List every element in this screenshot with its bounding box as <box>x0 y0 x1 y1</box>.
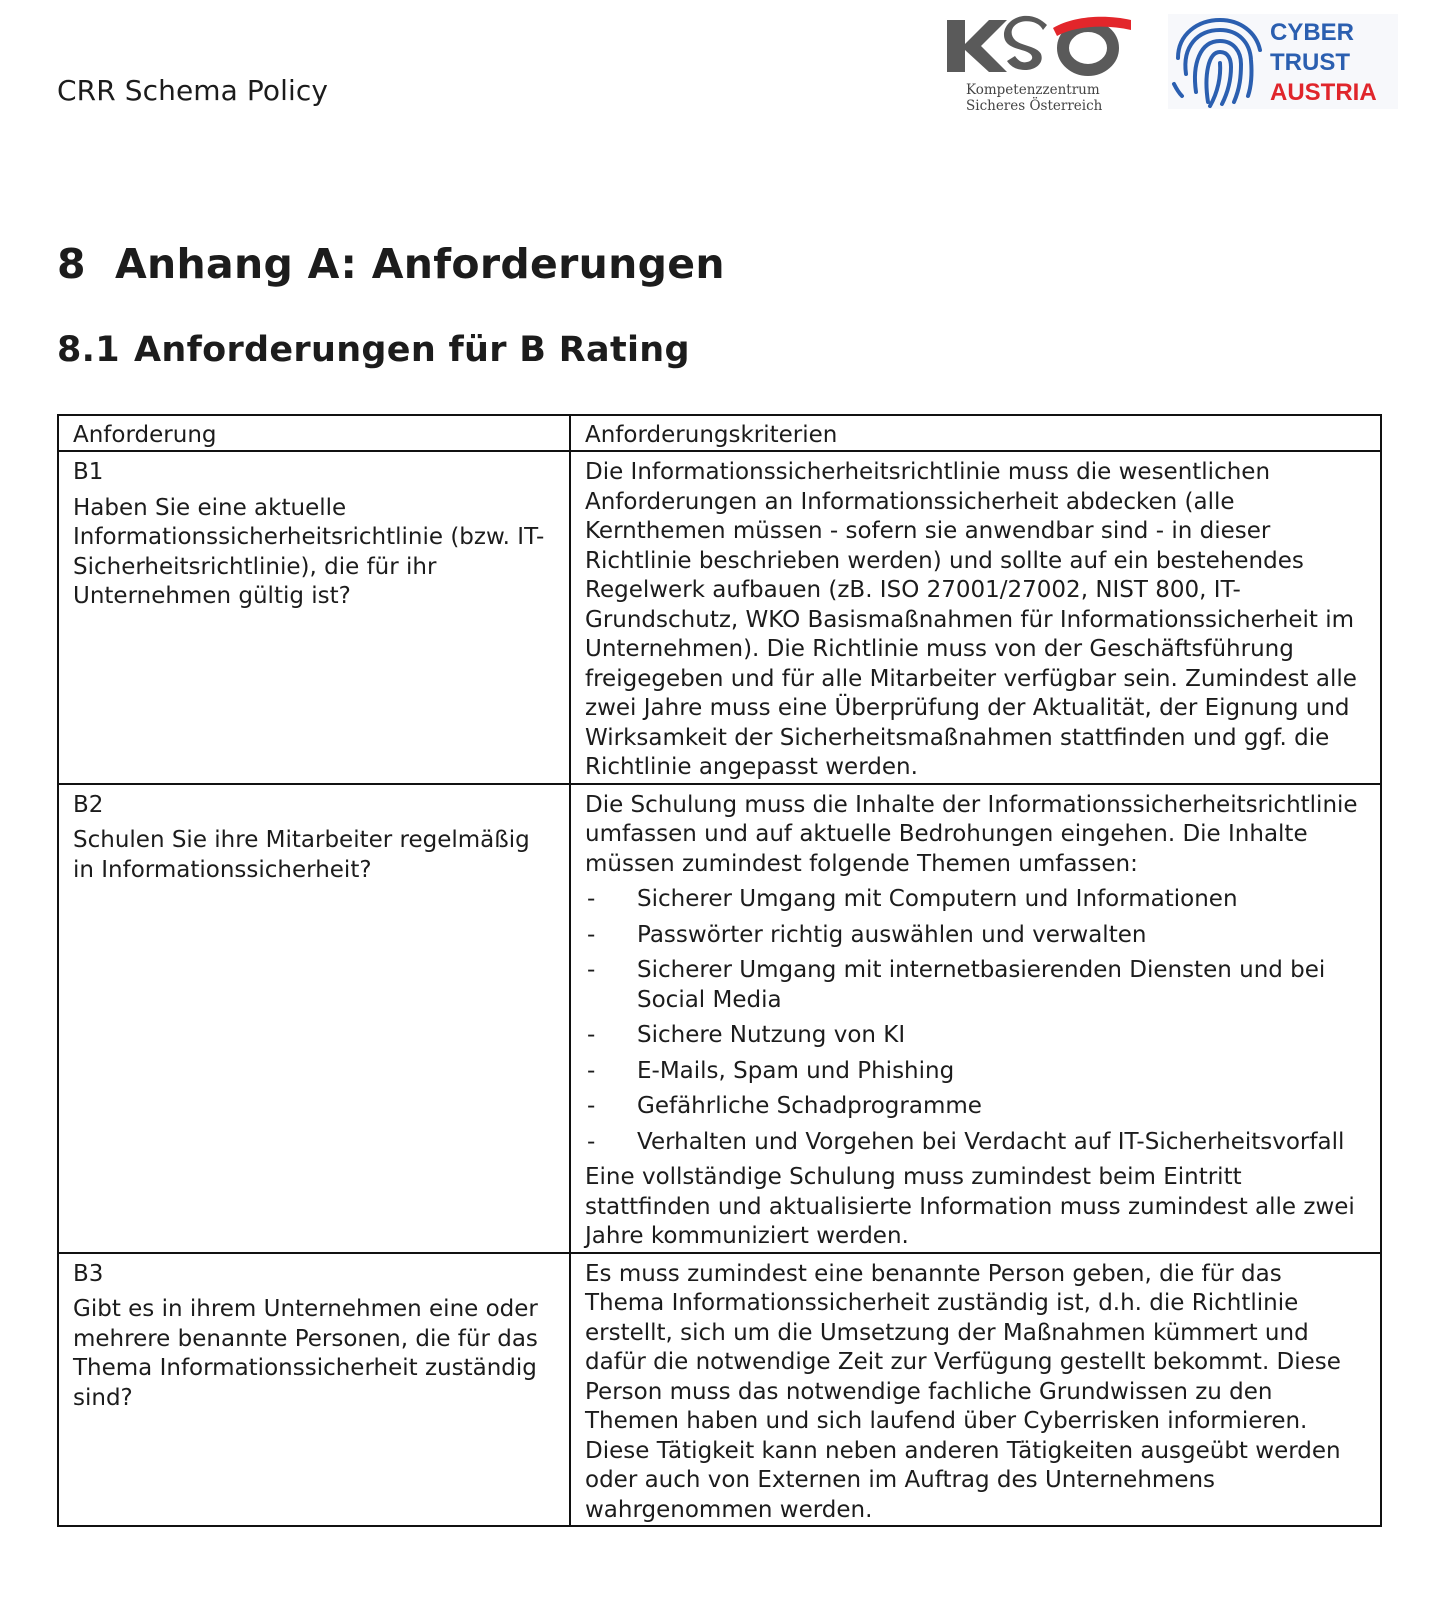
chapter-number: 8 <box>57 240 86 288</box>
bullet-dash: - <box>587 957 596 983</box>
requirement-question: Gibt es in ihrem Unternehmen eine oder mehrere benannte Personen, die für das Thema Informationssicherheit zuständig sind? <box>73 1296 538 1411</box>
list-item <box>585 956 1366 1015</box>
criteria-cell <box>570 784 1381 1253</box>
bullet-dash: - <box>587 1093 596 1119</box>
list-item-text: Sicherer Umgang mit Computern und Informationen <box>637 886 1238 912</box>
list-item <box>585 885 1366 915</box>
list-item-text: E-Mails, Spam und Phishing <box>637 1057 955 1084</box>
criteria-text-after-list: Eine vollständige Schulung muss zumindest beim Eintritt stattfinden und aktualisierte Information muss zumindest alle zwei Jahre kommuniziert werden. <box>585 1164 1355 1249</box>
cta-line-cyber: CYBER <box>1270 19 1355 46</box>
table-row <box>58 451 1381 784</box>
bullet-dash: - <box>587 1057 596 1084</box>
list-item <box>585 1092 1366 1122</box>
list-item-text: Passwörter richtig auswählen und verwalten <box>637 921 1147 948</box>
list-item <box>585 1128 1366 1158</box>
requirements-table <box>57 414 1382 1527</box>
cta-line-trust: TRUST <box>1270 49 1350 76</box>
requirement-id: B3 <box>73 1260 104 1287</box>
kso-subtitle-line2: Sicheres Österreich <box>966 98 1103 114</box>
table-row <box>58 784 1381 1253</box>
requirement-cell <box>58 451 570 784</box>
list-item <box>585 921 1366 951</box>
criteria-cell <box>570 451 1381 784</box>
column-header-requirement: Anforderung <box>58 415 570 451</box>
requirement-question: Haben Sie eine aktuelle Informationssicherheitsrichtlinie (bzw. IT-Sicherheitsrichtlinie), die für ihr Unternehmen gültig ist? <box>73 494 545 609</box>
requirement-id: B1 <box>73 459 104 485</box>
section-number: 8.1 <box>57 330 120 370</box>
list-item <box>585 1021 1366 1051</box>
bullet-dash: - <box>587 1128 596 1155</box>
cta-line-austria: AUSTRIA <box>1270 79 1377 106</box>
list-item-text: Verhalten und Vorgehen bei Verdacht auf IT-Sicherheitsvorfall <box>637 1128 1345 1155</box>
chapter-heading <box>57 240 725 288</box>
bullet-dash: - <box>587 886 596 912</box>
requirement-question: Schulen Sie ihre Mitarbeiter regelmäßig in Informationssicherheit? <box>73 827 530 883</box>
column-header-criteria: Anforderungskriterien <box>570 415 1381 451</box>
requirement-cell <box>58 1253 570 1527</box>
criteria-cell <box>570 1253 1381 1527</box>
table-row <box>58 1253 1381 1527</box>
bullet-dash: - <box>587 921 596 948</box>
list-item <box>585 1057 1366 1087</box>
section-heading <box>57 330 690 370</box>
criteria-topic-list <box>585 885 1366 1157</box>
list-item-text: Gefährliche Schadprogramme <box>637 1093 982 1119</box>
cyber-trust-austria-text <box>1270 18 1377 108</box>
section-title: Anforderungen für B Rating <box>134 330 690 370</box>
requirement-id: B2 <box>73 791 104 818</box>
criteria-text: Die Informationssicherheitsrichtlinie muss die wesentlichen Anforderungen an Informationssicherheit abdecken (alle Kernthemen müssen - sofern sie anwendbar sind - in dieser Richtlinie beschrieben werden) und sollte auf ein bestehendes Regelwerk aufbauen (zB. ISO 27001/27002, NIST 800, IT-Grundschutz, WKO Basismaßnahmen für Informationssicherheit im Unternehmen). Die Richtlinie muss von der Geschäftsführung freigegeben und für alle Mitarbeiter verfügbar sein. Zumindest alle zwei Jahre muss eine Überprüfung der Aktualität, der Eignung und Wirksamkeit der Sicherheitsmaßnahmen stattfinden und ggf. die Richtlinie angepasst werden. <box>585 459 1357 780</box>
requirement-cell <box>58 784 570 1253</box>
bullet-dash: - <box>587 1022 596 1048</box>
fingerprint-icon <box>1168 14 1268 109</box>
criteria-text: Es muss zumindest eine benannte Person geben, die für das Thema Informationssicherheit zuständig ist, d.h. die Richtlinie erstellt, sich um die Umsetzung der Maßnahmen kümmert und dafür die notwendige Zeit zur Verfügung gestellt bekommt. Diese Person muss das notwendige fachliche Grundwissen zu den Themen haben und sich laufend über Cyberrisken informieren. Diese Tätigkeit kann neben anderen Tätigkeiten ausgeübt werden oder auch von Externen im Auftrag des Unternehmens wahrgenommen werden. <box>585 1260 1341 1523</box>
kso-subtitle-line1: Kompetenzzentrum <box>966 82 1100 98</box>
table-header-row <box>58 415 1381 451</box>
kso-subtitle <box>966 82 1102 114</box>
chapter-title: Anhang A: Anforderungen <box>115 240 725 288</box>
criteria-text: Die Schulung muss die Inhalte der Informationssicherheitsrichtlinie umfassen und auf aktuelle Bedrohungen eingehen. Die Inhalte müssen zumindest folgende Themen umfassen: <box>585 791 1358 877</box>
list-item-text: Sicherer Umgang mit internetbasierenden Diensten und bei Social Media <box>637 957 1326 1013</box>
list-item-text: Sichere Nutzung von KI <box>637 1022 906 1048</box>
document-title: CRR Schema Policy <box>57 74 329 107</box>
